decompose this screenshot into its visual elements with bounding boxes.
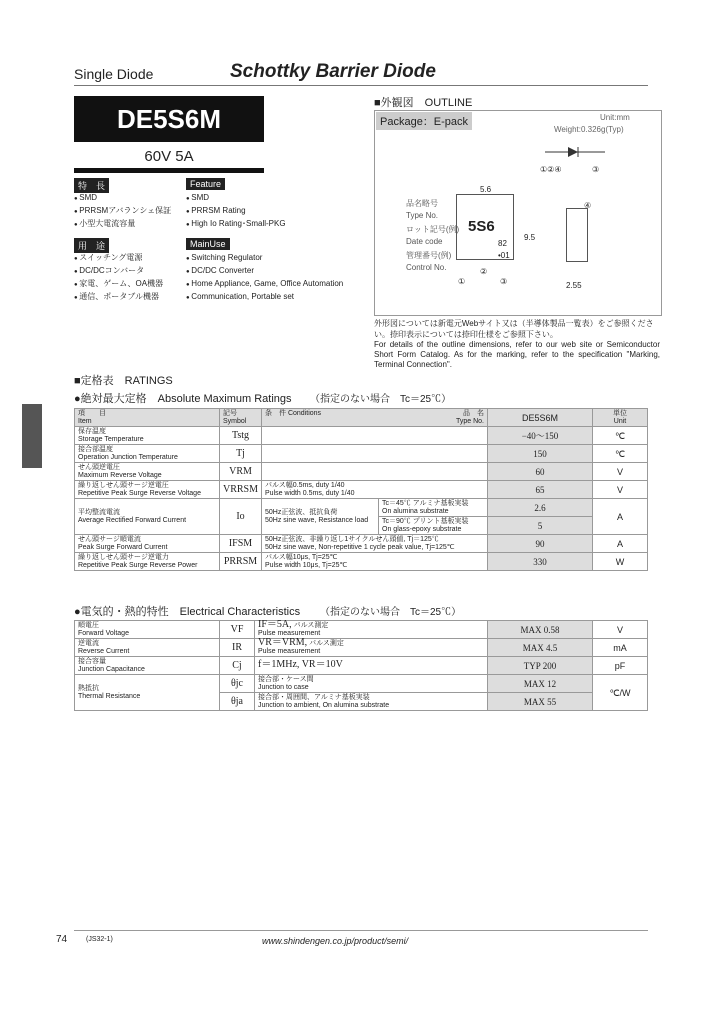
sub-cond: アルミナ基板実装 On alumina substrate <box>382 499 469 515</box>
symbol: VF <box>220 621 255 639</box>
condition: 50Hz正弦波、抵抗負荷 50Hz sine wave, Resistance load <box>262 499 379 535</box>
item-en: Peak Surge Forward Current <box>78 543 168 551</box>
condition: IF＝5A, <box>258 619 292 630</box>
header-type-jp: 品 名 <box>463 409 484 417</box>
category-label: Single Diode <box>74 66 154 82</box>
outline-note-jp: 外形図については新電元Webサイト又は（半導体製品一覧表）をご参照ください。捺印表示については捺印仕様をご参照下さい。 <box>374 319 654 339</box>
diode-symbol-icon <box>540 144 610 164</box>
symbol: VRRSM <box>220 481 262 499</box>
date-code-label: ロット記号(例) Date code <box>406 225 460 246</box>
unit: V <box>593 621 648 639</box>
value: −40～150 <box>488 427 593 445</box>
rating-underline <box>74 168 264 173</box>
lot-code: 82 •01 <box>498 239 510 260</box>
unit: A <box>593 535 648 553</box>
ratings-subtitle: ●絶対最大定格 Absolute Maximum Ratings <box>74 393 292 405</box>
dim-width: 5.6 <box>480 185 492 194</box>
list-item: ● Switching Regulator <box>186 252 343 265</box>
condition: パルス幅0.5ms, duty 1/40 Pulse width 0.5ms, duty 1/40 <box>262 481 488 499</box>
symbol: Tj <box>220 445 262 463</box>
list-item: ● 家電、ゲーム、OA機器 <box>74 278 163 291</box>
page-number: 74 <box>56 934 68 945</box>
table-row <box>75 553 648 571</box>
item-jp: 接合容量 <box>78 657 106 665</box>
feature-jp-tag: 特 長 <box>74 178 109 193</box>
condition-note: 接合部・ケース間 Junction to case <box>255 675 488 693</box>
item-jp: せん頭サージ順電流 <box>78 535 141 543</box>
dim-lead: 2.55 <box>566 281 582 290</box>
header-item: Item <box>78 417 92 425</box>
symbol: PRRSM <box>220 553 262 571</box>
value: 90 <box>488 535 593 553</box>
marking-text: 5S6 <box>468 218 495 235</box>
value: MAX 0.58 <box>488 621 593 639</box>
header-unit-jp: 単位 <box>613 409 627 417</box>
ratings-table <box>74 408 648 571</box>
value: TYP 200 <box>488 657 593 675</box>
table-row <box>75 639 648 657</box>
list-item: ● DC/DC Converter <box>186 265 343 278</box>
table-row <box>75 445 648 463</box>
unit: ℃ <box>593 445 648 463</box>
pin-label-right: ③ <box>592 165 600 174</box>
value: 5 <box>488 517 593 535</box>
feature-en-tag: Feature <box>186 178 225 190</box>
value: MAX 12 <box>488 675 593 693</box>
list-item: ● PRRSM Rating <box>186 205 286 218</box>
symbol: θja <box>220 693 255 711</box>
pin-bottom-2: ② <box>480 267 488 276</box>
outline-title: ■外観図 OUTLINE <box>374 97 473 109</box>
use-jp-list <box>74 252 163 304</box>
condition-note: パルス測定 Pulse measurement <box>258 640 344 655</box>
value: 2.6 <box>488 499 593 517</box>
condition: パルス幅10μs, Tj=25℃ Pulse width 10μs, Tj=25℃ <box>262 553 488 571</box>
item-en: Repetitive Peak Surge Reverse Voltage <box>78 489 201 497</box>
value: 60 <box>488 463 593 481</box>
header-divider <box>74 85 648 86</box>
unit: V <box>593 481 648 499</box>
table-row <box>75 657 648 675</box>
pin-bottom-3: ③ <box>500 277 508 286</box>
item-en: Storage Temperature <box>78 435 144 443</box>
part-number: DE5S6M <box>74 96 264 142</box>
list-item: ● 小型大電流容量 <box>74 218 171 231</box>
condition: VR＝VRM, <box>258 637 308 648</box>
item-en: Reverse Current <box>78 647 130 655</box>
page-title: Schottky Barrier Diode <box>230 61 436 82</box>
value: MAX 4.5 <box>488 639 593 657</box>
table-row <box>75 535 648 553</box>
control-no-label: 管理番号(例) Control No. <box>406 251 452 272</box>
unit: ℃ <box>593 427 648 445</box>
condition: f＝1MHz, VR＝10V <box>258 659 343 670</box>
item-en: Average Rectified Forward Current <box>78 516 187 524</box>
table-row <box>75 481 648 499</box>
item-jp: 逆電流 <box>78 639 99 647</box>
header-sym-jp: 記号 <box>223 409 237 417</box>
item-jp: 熱抵抗 <box>78 684 99 692</box>
list-item: ● SMD <box>74 192 171 205</box>
header-type: Type No. <box>455 417 484 425</box>
item-jp: 繰り返しせん頭サージ逆電力 <box>78 553 169 561</box>
list-item: ● DC/DCコンバータ <box>74 265 163 278</box>
item-en: Junction Capacitance <box>78 665 145 673</box>
condition: 50Hz正弦波、非繰り返し1サイクルせん頭値, Tj＝125℃ 50Hz sine wave, Non-repetitive 1 cycle peak value, Tj=125℃ <box>262 535 488 553</box>
unit: pF <box>593 657 648 675</box>
item-en: Thermal Resistance <box>78 692 141 700</box>
use-en-tag: MainUse <box>186 238 230 250</box>
unit: W <box>593 553 648 571</box>
feature-en-list <box>186 192 286 231</box>
list-item: ● High Io Rating･Small-PKG <box>186 218 286 231</box>
header-sym: Symbol <box>223 417 247 425</box>
symbol: Tstg <box>220 427 262 445</box>
condition-note: 接合部・周囲間、アルミナ基板実装 Junction to ambient, On alumina substrate <box>255 693 488 711</box>
symbol: Cj <box>220 657 255 675</box>
table-row <box>75 675 648 693</box>
list-item: ● PRRSMアバランシェ保証 <box>74 205 171 218</box>
list-item: ● 通信、ポータブル機器 <box>74 291 163 304</box>
type-no-label: 品名略号 Type No. <box>406 199 439 220</box>
header-cond: Conditions <box>287 409 322 417</box>
part-rating: 60V 5A <box>144 148 194 165</box>
elec-condition: （指定のない場合 Tc＝25℃） <box>320 607 462 618</box>
pin-side-4: ④ <box>584 201 592 210</box>
ratings-condition: （指定のない場合 Tc＝25℃） <box>310 394 452 405</box>
table-row <box>75 621 648 639</box>
value: 65 <box>488 481 593 499</box>
table-row <box>75 427 648 445</box>
use-en-list <box>186 252 343 304</box>
symbol: θjc <box>220 675 255 693</box>
symbol: Io <box>220 499 262 535</box>
package-side-drawing <box>566 208 588 262</box>
pin-label-left: ①②④ <box>540 165 562 174</box>
list-item: ● Home Appliance, Game, Office Automation <box>186 278 343 291</box>
unit-label: Unit:mm <box>600 113 630 122</box>
list-item: ● Communication, Portable set <box>186 291 343 304</box>
dim-height: 9.5 <box>524 233 536 242</box>
header-item-jp: 項 目 <box>78 409 106 417</box>
table-header <box>75 409 648 427</box>
elec-table <box>74 620 648 711</box>
use-jp-tag: 用 途 <box>74 238 109 253</box>
unit: A <box>593 499 648 535</box>
item-jp: 平均整流電流 <box>78 508 120 516</box>
item-jp: 接合部温度 <box>78 445 113 453</box>
item-en: Forward Voltage <box>78 629 129 637</box>
symbol: VRM <box>220 463 262 481</box>
list-item: ● SMD <box>186 192 286 205</box>
sub-cond: プリント基板実装 On glass-epoxy substrate <box>382 517 469 533</box>
item-jp: 繰り返しせん頭サージ逆電圧 <box>78 481 169 489</box>
unit: ℃/W <box>593 675 648 711</box>
outline-note-en: For details of the outline dimensions, refer to our web site or Semiconductor Short Form Catalog. As for the marking, refer to the specification "Marking, Terminal Connection". <box>374 340 660 369</box>
table-row <box>75 463 648 481</box>
item-en: Maximum Reverse Voltage <box>78 471 162 479</box>
header-unit: Unit <box>613 417 627 425</box>
feature-jp-list <box>74 192 171 231</box>
package-label: Package：E-pack <box>376 112 472 130</box>
weight-label: Weight:0.326g(Typ) <box>554 125 624 134</box>
sub-tc: Tc＝45℃ <box>382 499 411 507</box>
elec-subtitle: ●電気的・熱的特性 Electrical Characteristics <box>74 606 301 618</box>
footer-url[interactable]: www.shindengen.co.jp/product/semi/ <box>262 936 409 946</box>
side-index-tab <box>22 404 42 468</box>
item-jp: せん頭逆電圧 <box>78 463 120 471</box>
item-en: Repetitive Peak Surge Reverse Power <box>78 561 198 569</box>
table-row <box>75 499 648 517</box>
item-en: Operation Junction Temperature <box>78 453 178 461</box>
ratings-title: ■定格表 RATINGS <box>74 375 173 387</box>
item-jp: 保存温度 <box>78 427 106 435</box>
doc-code: (JS32-1) <box>86 936 113 943</box>
unit: V <box>593 463 648 481</box>
symbol: IFSM <box>220 535 262 553</box>
value: 330 <box>488 553 593 571</box>
value: MAX 55 <box>488 693 593 711</box>
header-cond-jp: 条 件 <box>265 409 287 417</box>
symbol: IR <box>220 639 255 657</box>
header-part: DE5S6M <box>488 409 593 427</box>
condition-note: パルス測定 Pulse measurement <box>258 622 329 637</box>
pin-bottom-1: ① <box>458 277 466 286</box>
unit: mA <box>593 639 648 657</box>
footer-divider <box>74 930 648 931</box>
value: 150 <box>488 445 593 463</box>
item-jp: 順電圧 <box>78 621 99 629</box>
sub-tc: Tc＝90℃ <box>382 517 411 525</box>
list-item: ● スイッチング電源 <box>74 252 163 265</box>
